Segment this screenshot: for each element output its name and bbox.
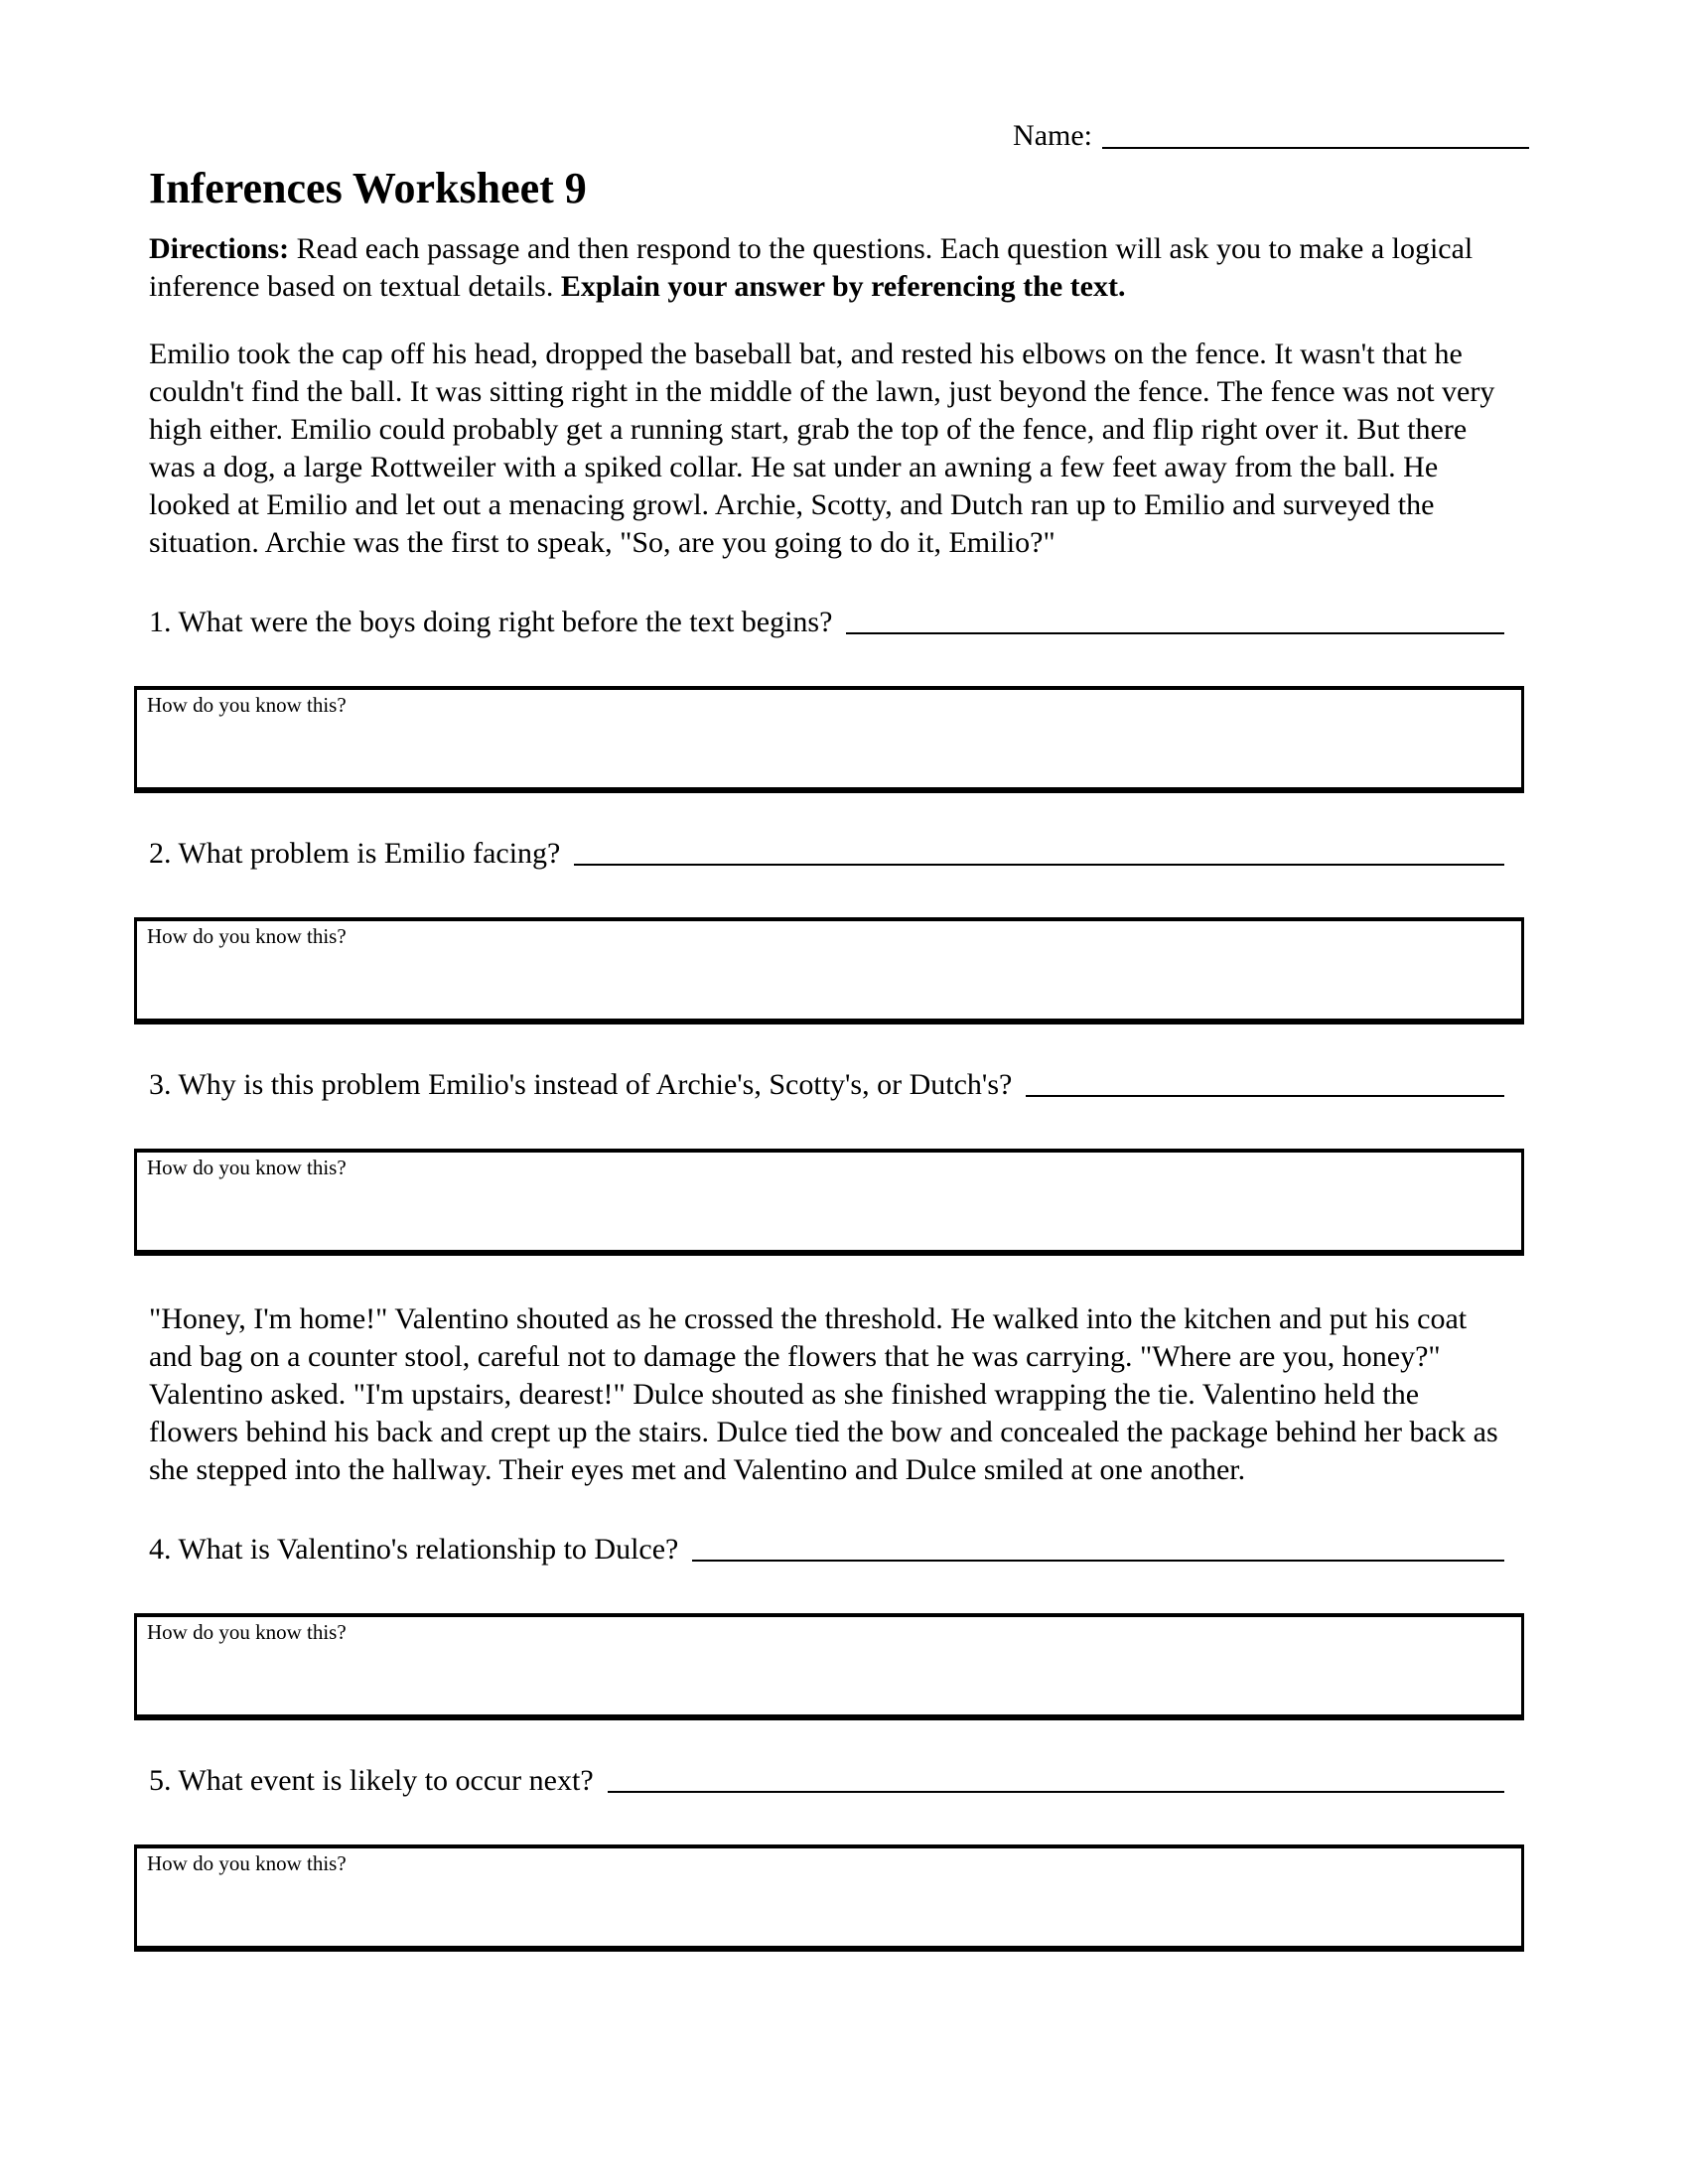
question-2 [149, 835, 1504, 873]
question-1 [149, 604, 1504, 641]
question-4-text: 4. What is Valentino's relationship to Dulce? [149, 1533, 679, 1566]
answer-box-5-label: How do you know this? [147, 1851, 347, 1875]
directions-label: Directions: [149, 232, 290, 265]
passage-1: Emilio took the cap off his head, dropped the baseball bat, and rested his elbows on the fence. It wasn't that he couldn't find the ball. It was sitting right in the middle of the lawn, just beyond the fence. The fence was not very high either. Emilio could probably get a running start, grab the top of the fence, and flip right over it. But there was a dog, a large Rottweiler with a spiked collar. He sat under an awning a few feet away from the ball. He looked at Emilio and let out a menacing growl. Archie, Scotty, and Dutch ran up to Emilio and surveyed the situation. Archie was the first to speak, "So, are you going to do it, Emilio?" [149, 338, 1495, 559]
answer-box-4 [134, 1613, 1524, 1720]
question-1-blank-line [846, 632, 1504, 634]
question-2-text: 2. What problem is Emilio facing? [149, 837, 561, 870]
answer-box-1-label: How do you know this? [147, 693, 347, 717]
answer-box-1 [134, 686, 1524, 793]
page-title: Inferences Worksheet 9 [149, 164, 587, 212]
answer-box-3 [134, 1149, 1524, 1256]
question-2-blank-line [574, 864, 1504, 866]
name-blank-line [1102, 147, 1529, 149]
question-3 [149, 1066, 1504, 1104]
question-1-text: 1. What were the boys doing right before the text begins? [149, 606, 833, 638]
directions [149, 230, 1504, 306]
directions-text: Read each passage and then respond to the questions. Each question will ask you to make a logical inference based on textual details. [149, 232, 1474, 303]
question-4-blank-line [692, 1560, 1504, 1562]
question-5-text: 5. What event is likely to occur next? [149, 1764, 594, 1797]
name-row [149, 117, 1529, 155]
passage-2: "Honey, I'm home!" Valentino shouted as he crossed the threshold. He walked into the kitchen and put his coat and bag on a counter stool, careful not to damage the flowers that he was carrying. "Where are you, honey?" Valentino asked. "I'm upstairs, dearest!" Dulce shouted as she finished wrapping the tie. Valentino held the flowers behind his back and crept up the stairs. Dulce tied the bow and concealed the package behind her back as she stepped into the hallway. Their eyes met and Valentino and Dulce smiled at one another. [149, 1302, 1498, 1486]
answer-box-5 [134, 1844, 1524, 1952]
question-3-blank-line [1026, 1095, 1504, 1097]
question-3-text: 3. Why is this problem Emilio's instead of Archie's, Scotty's, or Dutch's? [149, 1068, 1013, 1101]
answer-box-3-label: How do you know this? [147, 1156, 347, 1179]
answer-box-2-label: How do you know this? [147, 924, 347, 948]
answer-box-4-label: How do you know this? [147, 1620, 347, 1644]
question-5-blank-line [608, 1791, 1504, 1793]
question-4 [149, 1531, 1504, 1569]
name-label: Name: [1013, 119, 1092, 152]
directions-emphasis: Explain your answer by referencing the text. [560, 270, 1126, 303]
answer-box-2 [134, 917, 1524, 1024]
question-5 [149, 1762, 1504, 1800]
